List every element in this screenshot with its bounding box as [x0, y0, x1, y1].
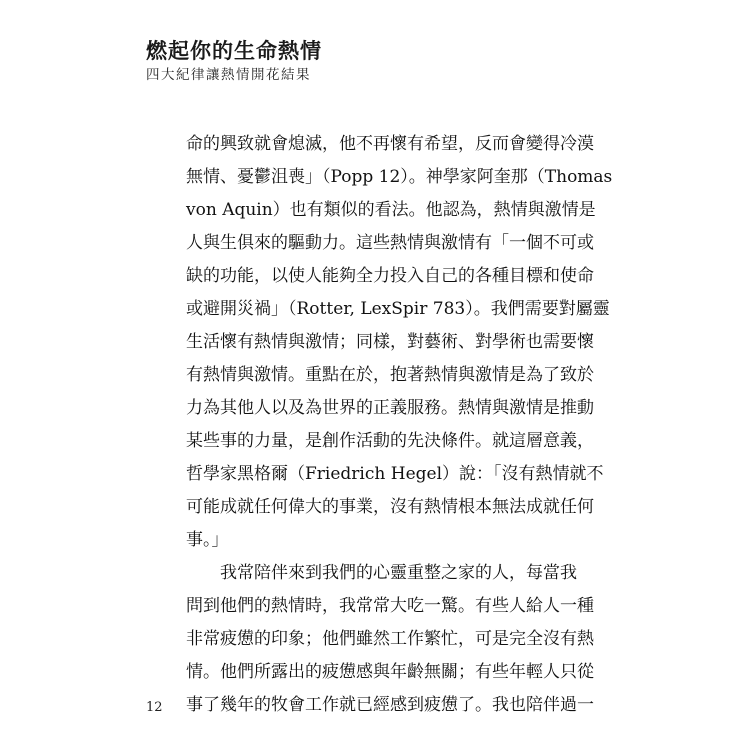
text-line: 生活懷有熱情與激情；同樣，對藝術、對學術也需要懷	[186, 332, 594, 352]
paragraph-2	[186, 557, 594, 722]
book-subtitle: 四大紀律讓熱情開花結果	[146, 67, 311, 83]
text-line: 人與生俱來的驅動力。這些熱情與激情有「一個不可或	[186, 233, 594, 253]
text-line: 非常疲憊的印象；他們雖然工作繁忙，可是完全沒有熱	[186, 629, 594, 649]
text-line: 有熱情與激情。重點在於，抱著熱情與激情是為了致於	[186, 365, 594, 385]
text-line: 我常陪伴來到我們的心靈重整之家的人，每當我	[220, 563, 577, 583]
text-line: 可能成就任何偉大的事業，沒有熱情根本無法成就任何	[186, 497, 594, 517]
paragraph-1	[186, 128, 613, 557]
text-line: 哲學家黑格爾（Friedrich Hegel）說：「沒有熱情就不	[186, 464, 604, 484]
text-line: 無情、憂鬱沮喪」（Popp 12）。神學家阿奎那（Thomas	[186, 167, 613, 187]
text-line: 事。」	[186, 530, 229, 550]
text-line: 事了幾年的牧會工作就已經感到疲憊了。我也陪伴過一	[186, 695, 594, 715]
text-line: 問到他們的熱情時，我常常大吃一驚。有些人給人一種	[186, 596, 594, 616]
text-line: von Aquin）也有類似的看法。他認為，熱情與激情是	[186, 200, 596, 220]
text-line: 某些事的力量，是創作活動的先決條件。就這層意義，	[186, 431, 594, 451]
text-line: 力為其他人以及為世界的正義服務。熱情與激情是推動	[186, 398, 594, 418]
text-line: 或避開災禍」（Rotter, LexSpir 783）。我們需要對屬靈	[186, 299, 610, 319]
body-text	[186, 128, 613, 722]
text-line: 缺的功能，以使人能夠全力投入自己的各種目標和使命	[186, 266, 594, 286]
text-line: 命的興致就會熄滅，他不再懷有希望，反而會變得冷漠	[186, 134, 594, 154]
text-line: 情。他們所露出的疲憊感與年齡無關；有些年輕人只從	[186, 662, 594, 682]
book-title: 燃起你的生命熱情	[146, 39, 322, 63]
page-number: 12	[146, 700, 163, 715]
